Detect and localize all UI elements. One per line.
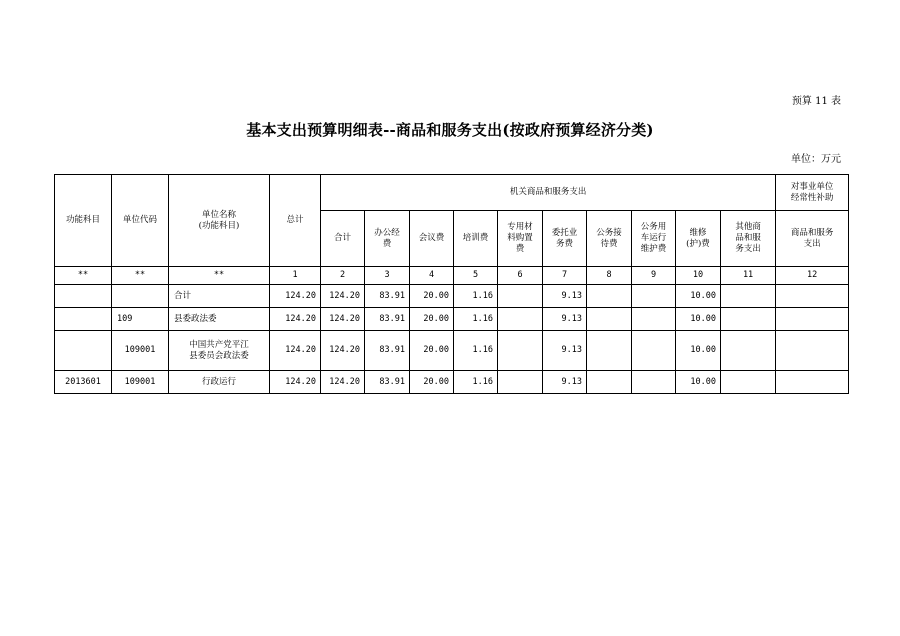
cell-value (776, 308, 849, 331)
header-group-subsidy: 对事业单位 经常性补助 (776, 175, 849, 211)
cell-value: 124.20 (321, 331, 365, 371)
cell-value (587, 371, 632, 394)
unit-label: 单位：万元 (791, 154, 841, 165)
cell-value (632, 308, 676, 331)
cell-func-subject (55, 285, 112, 308)
cell-func-subject (55, 308, 112, 331)
cell-value: 124.20 (321, 308, 365, 331)
header-unit-code: 单位代码 (112, 175, 169, 267)
budget-table (54, 174, 849, 394)
cell-value (776, 331, 849, 371)
cell-value: 20.00 (410, 285, 454, 308)
cell-value (632, 331, 676, 371)
index-cell: 12 (776, 267, 849, 285)
cell-value: 124.20 (321, 371, 365, 394)
header-col-2: 办公经 费 (365, 211, 410, 267)
cell-value (776, 371, 849, 394)
header-unit-name: 单位名称 (功能科目) (169, 175, 270, 267)
header-func-subject: 功能科目 (55, 175, 112, 267)
cell-value: 10.00 (676, 371, 721, 394)
index-cell: 9 (632, 267, 676, 285)
index-cell: 5 (454, 267, 498, 285)
table-row (55, 308, 849, 331)
index-cell: ** (169, 267, 270, 285)
cell-value: 83.91 (365, 285, 410, 308)
cell-value (498, 308, 543, 331)
cell-value (587, 308, 632, 331)
cell-value: 20.00 (410, 331, 454, 371)
header-col-8: 公务用 车运行 维护费 (632, 211, 676, 267)
cell-value (587, 331, 632, 371)
header-col-7: 公务接 待费 (587, 211, 632, 267)
cell-total: 124.20 (270, 331, 321, 371)
cell-value (632, 371, 676, 394)
header-group-goods-services: 机关商品和服务支出 (321, 175, 776, 211)
cell-value: 83.91 (365, 308, 410, 331)
cell-value: 20.00 (410, 371, 454, 394)
index-cell: 8 (587, 267, 632, 285)
cell-value (721, 308, 776, 331)
cell-func-subject: 2013601 (55, 371, 112, 394)
cell-value: 1.16 (454, 331, 498, 371)
index-cell: 4 (410, 267, 454, 285)
cell-value: 124.20 (321, 285, 365, 308)
cell-value (498, 331, 543, 371)
cell-value: 1.16 (454, 285, 498, 308)
table-row (55, 371, 849, 394)
header-col-10: 其他商 品和服 务支出 (721, 211, 776, 267)
cell-value: 9.13 (543, 371, 587, 394)
cell-value: 20.00 (410, 308, 454, 331)
header-col-1: 合计 (321, 211, 365, 267)
index-cell: ** (55, 267, 112, 285)
table-row (55, 285, 849, 308)
index-row (55, 267, 849, 285)
cell-total: 124.20 (270, 371, 321, 394)
cell-value (498, 285, 543, 308)
header-row-1 (55, 175, 849, 211)
document-title: 基本支出预算明细表--商品和服务支出(按政府预算经济分类) (246, 121, 654, 139)
cell-value (721, 285, 776, 308)
cell-unit-name: 县委政法委 (169, 308, 270, 331)
cell-unit-name: 中国共产党平江 县委员会政法委 (169, 331, 270, 371)
index-cell: 6 (498, 267, 543, 285)
cell-unit-code (112, 285, 169, 308)
index-cell: 2 (321, 267, 365, 285)
index-cell: ** (112, 267, 169, 285)
cell-value: 83.91 (365, 371, 410, 394)
cell-func-subject (55, 331, 112, 371)
cell-value (587, 285, 632, 308)
header-col-4: 培训费 (454, 211, 498, 267)
index-cell: 1 (270, 267, 321, 285)
header-col-6: 委托业 务费 (543, 211, 587, 267)
index-cell: 3 (365, 267, 410, 285)
cell-unit-code: 109001 (112, 331, 169, 371)
header-col-9: 维修 (护)费 (676, 211, 721, 267)
cell-value: 1.16 (454, 371, 498, 394)
header-total: 总计 (270, 175, 321, 267)
cell-value: 1.16 (454, 308, 498, 331)
index-cell: 11 (721, 267, 776, 285)
cell-value: 9.13 (543, 331, 587, 371)
cell-unit-name: 行政运行 (169, 371, 270, 394)
cell-value (721, 331, 776, 371)
header-col-5: 专用材 料购置 费 (498, 211, 543, 267)
document-number: 预算 11 表 (791, 96, 841, 107)
cell-unit-code: 109001 (112, 371, 169, 394)
index-cell: 7 (543, 267, 587, 285)
header-col-11: 商品和服务 支出 (776, 211, 849, 267)
cell-value (498, 371, 543, 394)
cell-unit-code: 109 (112, 308, 169, 331)
cell-total: 124.20 (270, 308, 321, 331)
cell-total: 124.20 (270, 285, 321, 308)
table-row (55, 331, 849, 371)
cell-value (776, 285, 849, 308)
cell-value: 10.00 (676, 308, 721, 331)
cell-value (721, 371, 776, 394)
cell-value: 9.13 (543, 308, 587, 331)
index-cell: 10 (676, 267, 721, 285)
cell-value: 9.13 (543, 285, 587, 308)
header-col-3: 会议费 (410, 211, 454, 267)
cell-value: 10.00 (676, 285, 721, 308)
cell-value (632, 285, 676, 308)
cell-unit-name: 合计 (169, 285, 270, 308)
cell-value: 83.91 (365, 331, 410, 371)
cell-value: 10.00 (676, 331, 721, 371)
